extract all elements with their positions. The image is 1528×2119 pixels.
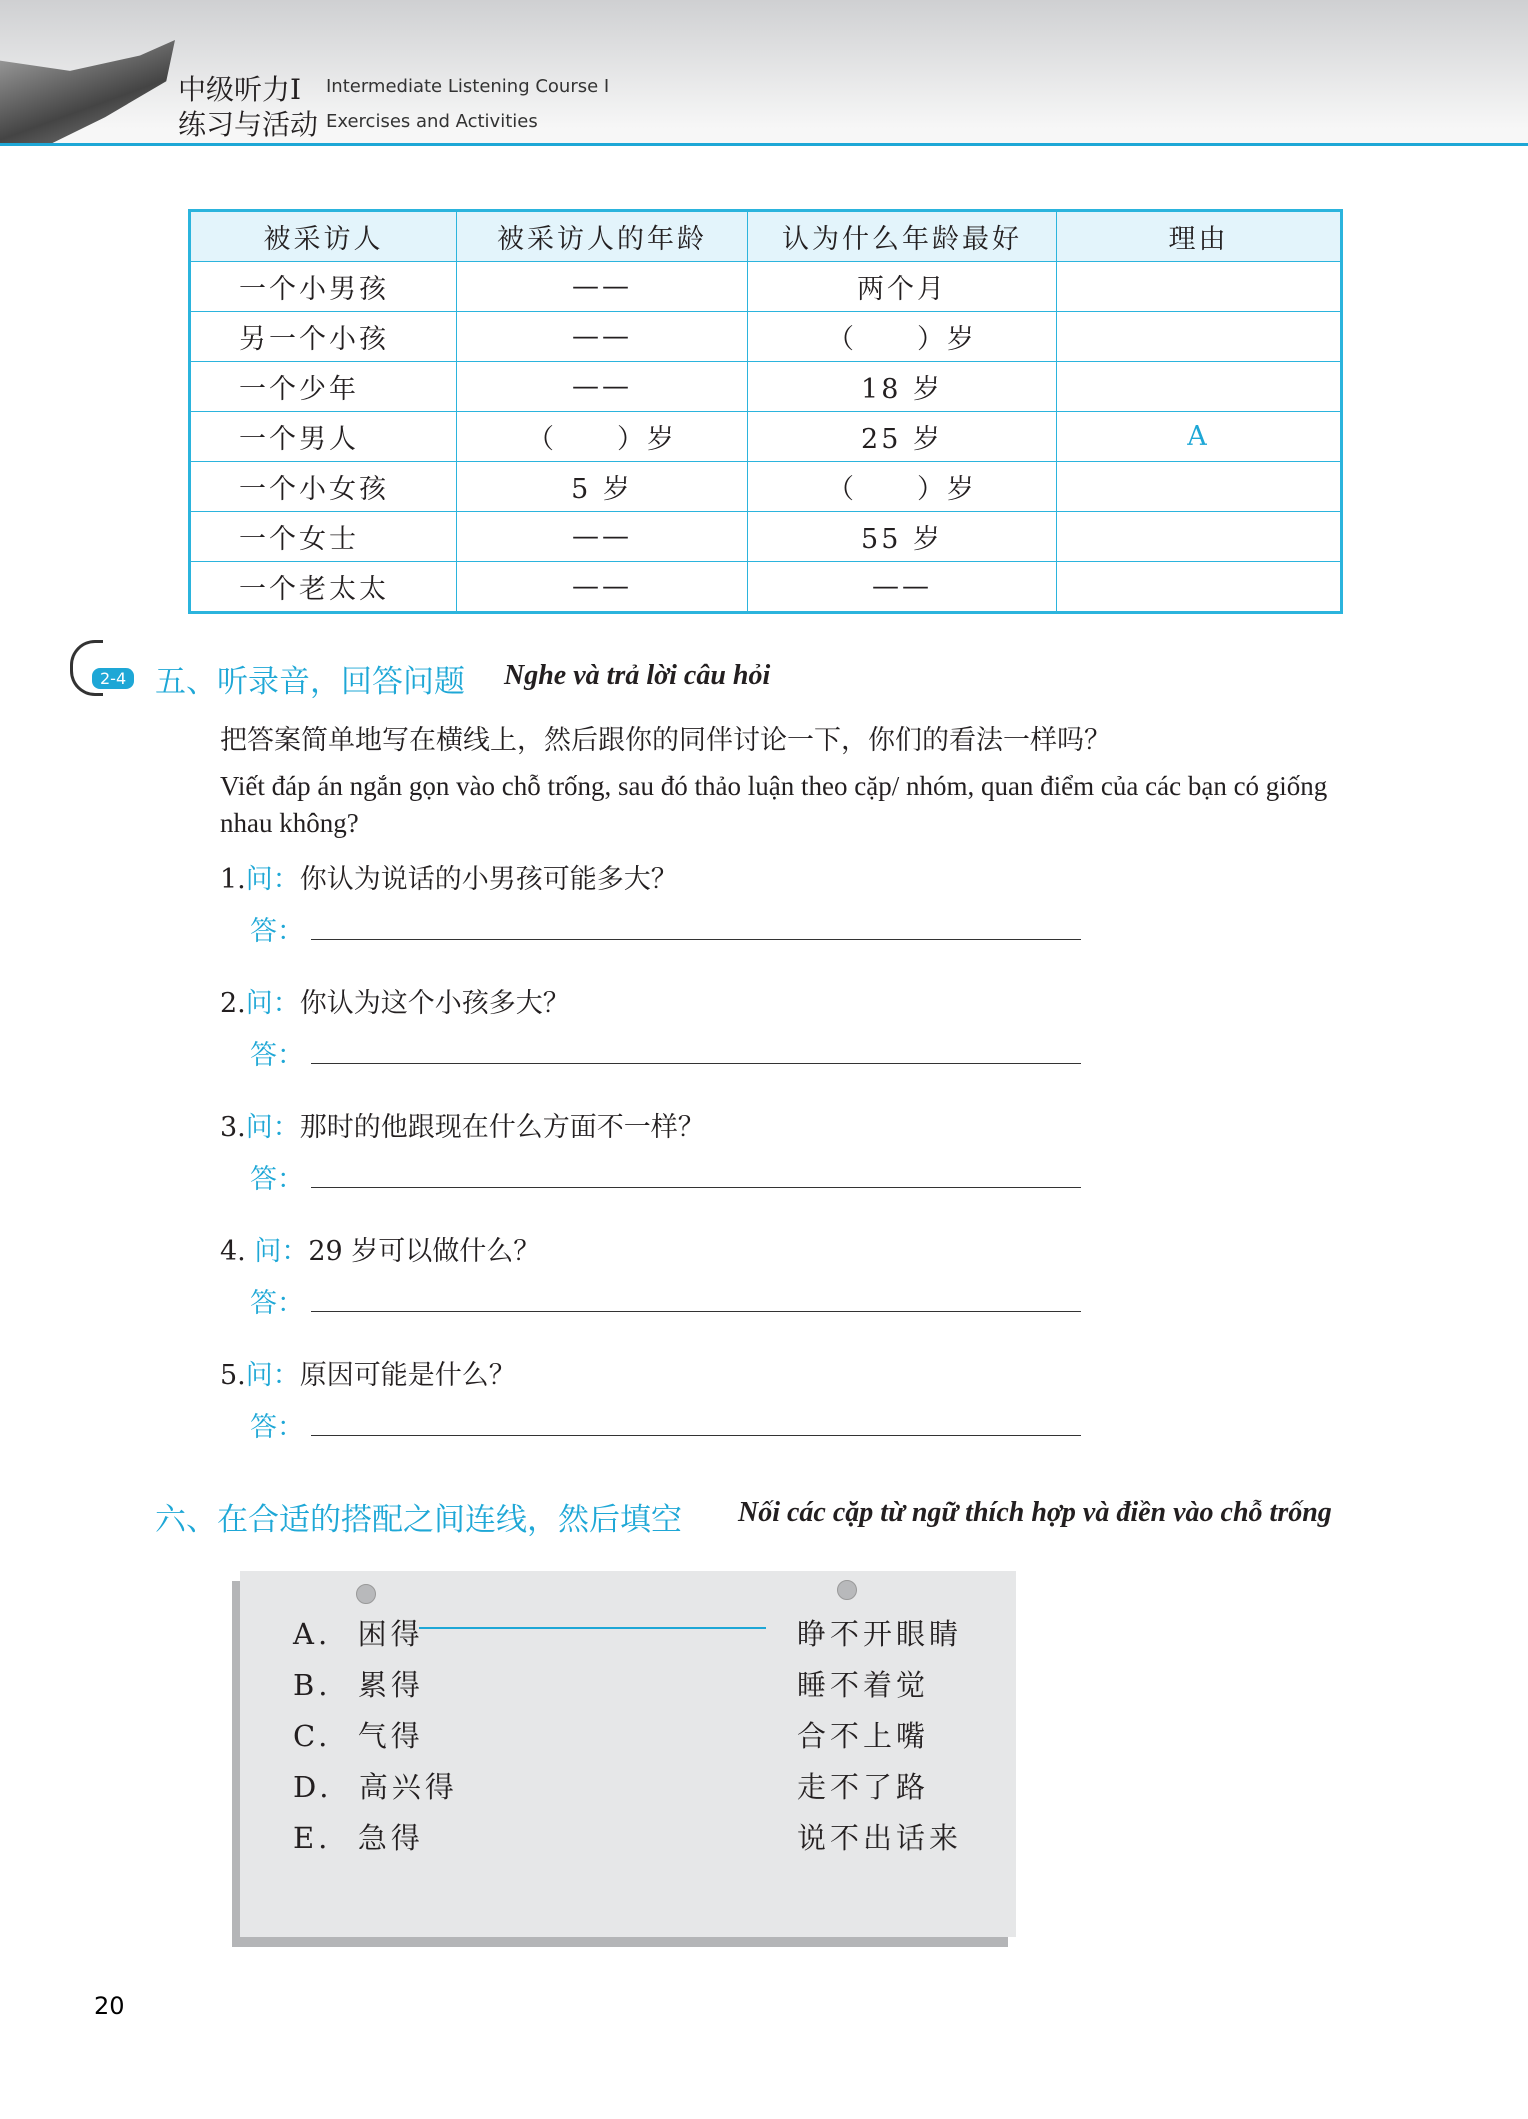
- match-left-item[interactable]: E. 急得: [293, 1821, 424, 1855]
- question-item: [220, 1229, 540, 1268]
- match-right-item[interactable]: 说不出话来: [797, 1821, 963, 1855]
- table-cell: ——: [457, 512, 748, 562]
- match-right-item[interactable]: 睡不着觉: [797, 1668, 930, 1702]
- audio-track-badge: 2-4: [92, 668, 134, 689]
- question-text: 原因可能是什么？: [299, 1360, 516, 1391]
- table-cell: [1057, 462, 1342, 512]
- table-cell: ——: [457, 362, 748, 412]
- pin-icon: [837, 1580, 857, 1600]
- answer-line[interactable]: [311, 939, 1081, 940]
- instruction-vi-2: nhau không?: [220, 808, 359, 838]
- question-text: 29 岁可以做什么？: [308, 1236, 541, 1267]
- col-header: 理由: [1057, 211, 1342, 262]
- table-cell: 55 岁: [748, 512, 1057, 562]
- answer-label: 答：: [250, 1040, 304, 1071]
- question-label: 问：: [245, 988, 300, 1019]
- table-row: [190, 462, 1342, 512]
- page-number: 20: [94, 1992, 125, 2020]
- match-left-item[interactable]: D. 高兴得: [293, 1770, 458, 1804]
- question-label: 问：: [254, 1236, 309, 1267]
- instruction-cn: 把答案简单地写在横线上，然后跟你的同伴讨论一下，你们的看法一样吗？: [220, 725, 1111, 756]
- book-sub-cn: 练习与活动: [178, 108, 319, 141]
- table-cell: 25 岁: [748, 412, 1057, 462]
- section6-title: 六、在合适的搭配之间连线，然后填空: [155, 1502, 682, 1538]
- question-text: 你认为说话的小男孩可能多大？: [299, 864, 678, 895]
- table-cell: 一个老太太: [190, 562, 457, 613]
- col-header: 被采访人: [190, 211, 457, 262]
- match-left-item[interactable]: B. 累得: [293, 1668, 424, 1702]
- table-cell: ——: [457, 312, 748, 362]
- table-cell: 18 岁: [748, 362, 1057, 412]
- table-cell: 一个男人: [190, 412, 457, 462]
- col-header: 被采访人的年龄: [457, 211, 748, 262]
- table-cell: [1057, 562, 1342, 613]
- table-row: [190, 512, 1342, 562]
- answer-label: 答：: [250, 1288, 304, 1319]
- instruction-vi: Viết đáp án ngắn gọn vào chỗ trống, sau đó thảo luận theo cặp/ nhóm, quan điểm của các bạn có giống: [220, 771, 1328, 801]
- table-cell: 一个小男孩: [190, 262, 457, 312]
- table-cell: ——: [457, 262, 748, 312]
- table-row: [190, 362, 1342, 412]
- answer-label: 答：: [250, 916, 304, 947]
- book-sub-en: Exercises and Activities: [326, 111, 538, 132]
- answer-line[interactable]: [311, 1187, 1081, 1188]
- pin-icon: [356, 1584, 376, 1604]
- book-title-cn: 中级听力Ⅰ: [178, 73, 302, 106]
- match-line-example: [419, 1627, 766, 1629]
- book-title-en: Intermediate Listening Course Ⅰ: [326, 76, 610, 97]
- question-text: 你认为这个小孩多大？: [299, 988, 570, 1019]
- table-row: [190, 312, 1342, 362]
- section5-title-vi: Nghe và trả lời câu hỏi: [504, 660, 771, 691]
- table-cell: （ ）岁: [457, 412, 748, 462]
- question-number: 1.: [220, 864, 246, 895]
- table-cell: 5 岁: [457, 462, 748, 512]
- question-number: 3.: [220, 1112, 246, 1143]
- answer-line[interactable]: [311, 1435, 1081, 1436]
- table-cell: （ ）岁: [748, 462, 1057, 512]
- table-row: [190, 262, 1342, 312]
- table-cell: 两个月: [748, 262, 1057, 312]
- table-cell: 另一个小孩: [190, 312, 457, 362]
- match-right-item[interactable]: 睁不开眼睛: [797, 1617, 963, 1651]
- question-text: 那时的他跟现在什么方面不一样？: [299, 1112, 705, 1143]
- answer-line[interactable]: [311, 1063, 1081, 1064]
- answer-line[interactable]: [311, 1311, 1081, 1312]
- table-cell: （ ）岁: [748, 312, 1057, 362]
- table-cell: [1057, 312, 1342, 362]
- table-cell: 一个少年: [190, 362, 457, 412]
- question-number: 4.: [220, 1236, 255, 1267]
- question-label: 问：: [245, 1112, 300, 1143]
- section6-title-vi: Nối các cặp từ ngữ thích hợp và điền vào chỗ trống: [738, 1497, 1332, 1528]
- answer-label: 答：: [250, 1164, 304, 1195]
- interview-table: [188, 209, 1343, 614]
- question-number: 5.: [220, 1360, 246, 1391]
- match-left-item[interactable]: C. 气得: [293, 1719, 424, 1753]
- match-left-item[interactable]: A. 困得: [293, 1617, 424, 1651]
- match-right-item[interactable]: 合不上嘴: [797, 1719, 930, 1753]
- table-cell: ——: [457, 562, 748, 613]
- table-cell: A: [1057, 412, 1342, 462]
- col-header: 认为什么年龄最好: [748, 211, 1057, 262]
- answer-label: 答：: [250, 1412, 304, 1443]
- table-cell: [1057, 512, 1342, 562]
- match-right-item[interactable]: 走不了路: [797, 1770, 930, 1804]
- table-row: [190, 562, 1342, 613]
- section5-title: 五、听录音，回答问题: [155, 664, 465, 700]
- table-row: [190, 412, 1342, 462]
- question-label: 问：: [245, 864, 300, 895]
- question-label: 问：: [245, 1360, 300, 1391]
- table-cell: 一个女士: [190, 512, 457, 562]
- table-cell: [1057, 262, 1342, 312]
- question-item: [220, 981, 570, 1020]
- question-item: [220, 1353, 516, 1392]
- question-number: 2.: [220, 988, 246, 1019]
- table-cell: ——: [748, 562, 1057, 613]
- question-item: [220, 1105, 705, 1144]
- table-cell: [1057, 362, 1342, 412]
- question-item: [220, 857, 678, 896]
- table-cell: 一个小女孩: [190, 462, 457, 512]
- table-header: [190, 211, 1342, 262]
